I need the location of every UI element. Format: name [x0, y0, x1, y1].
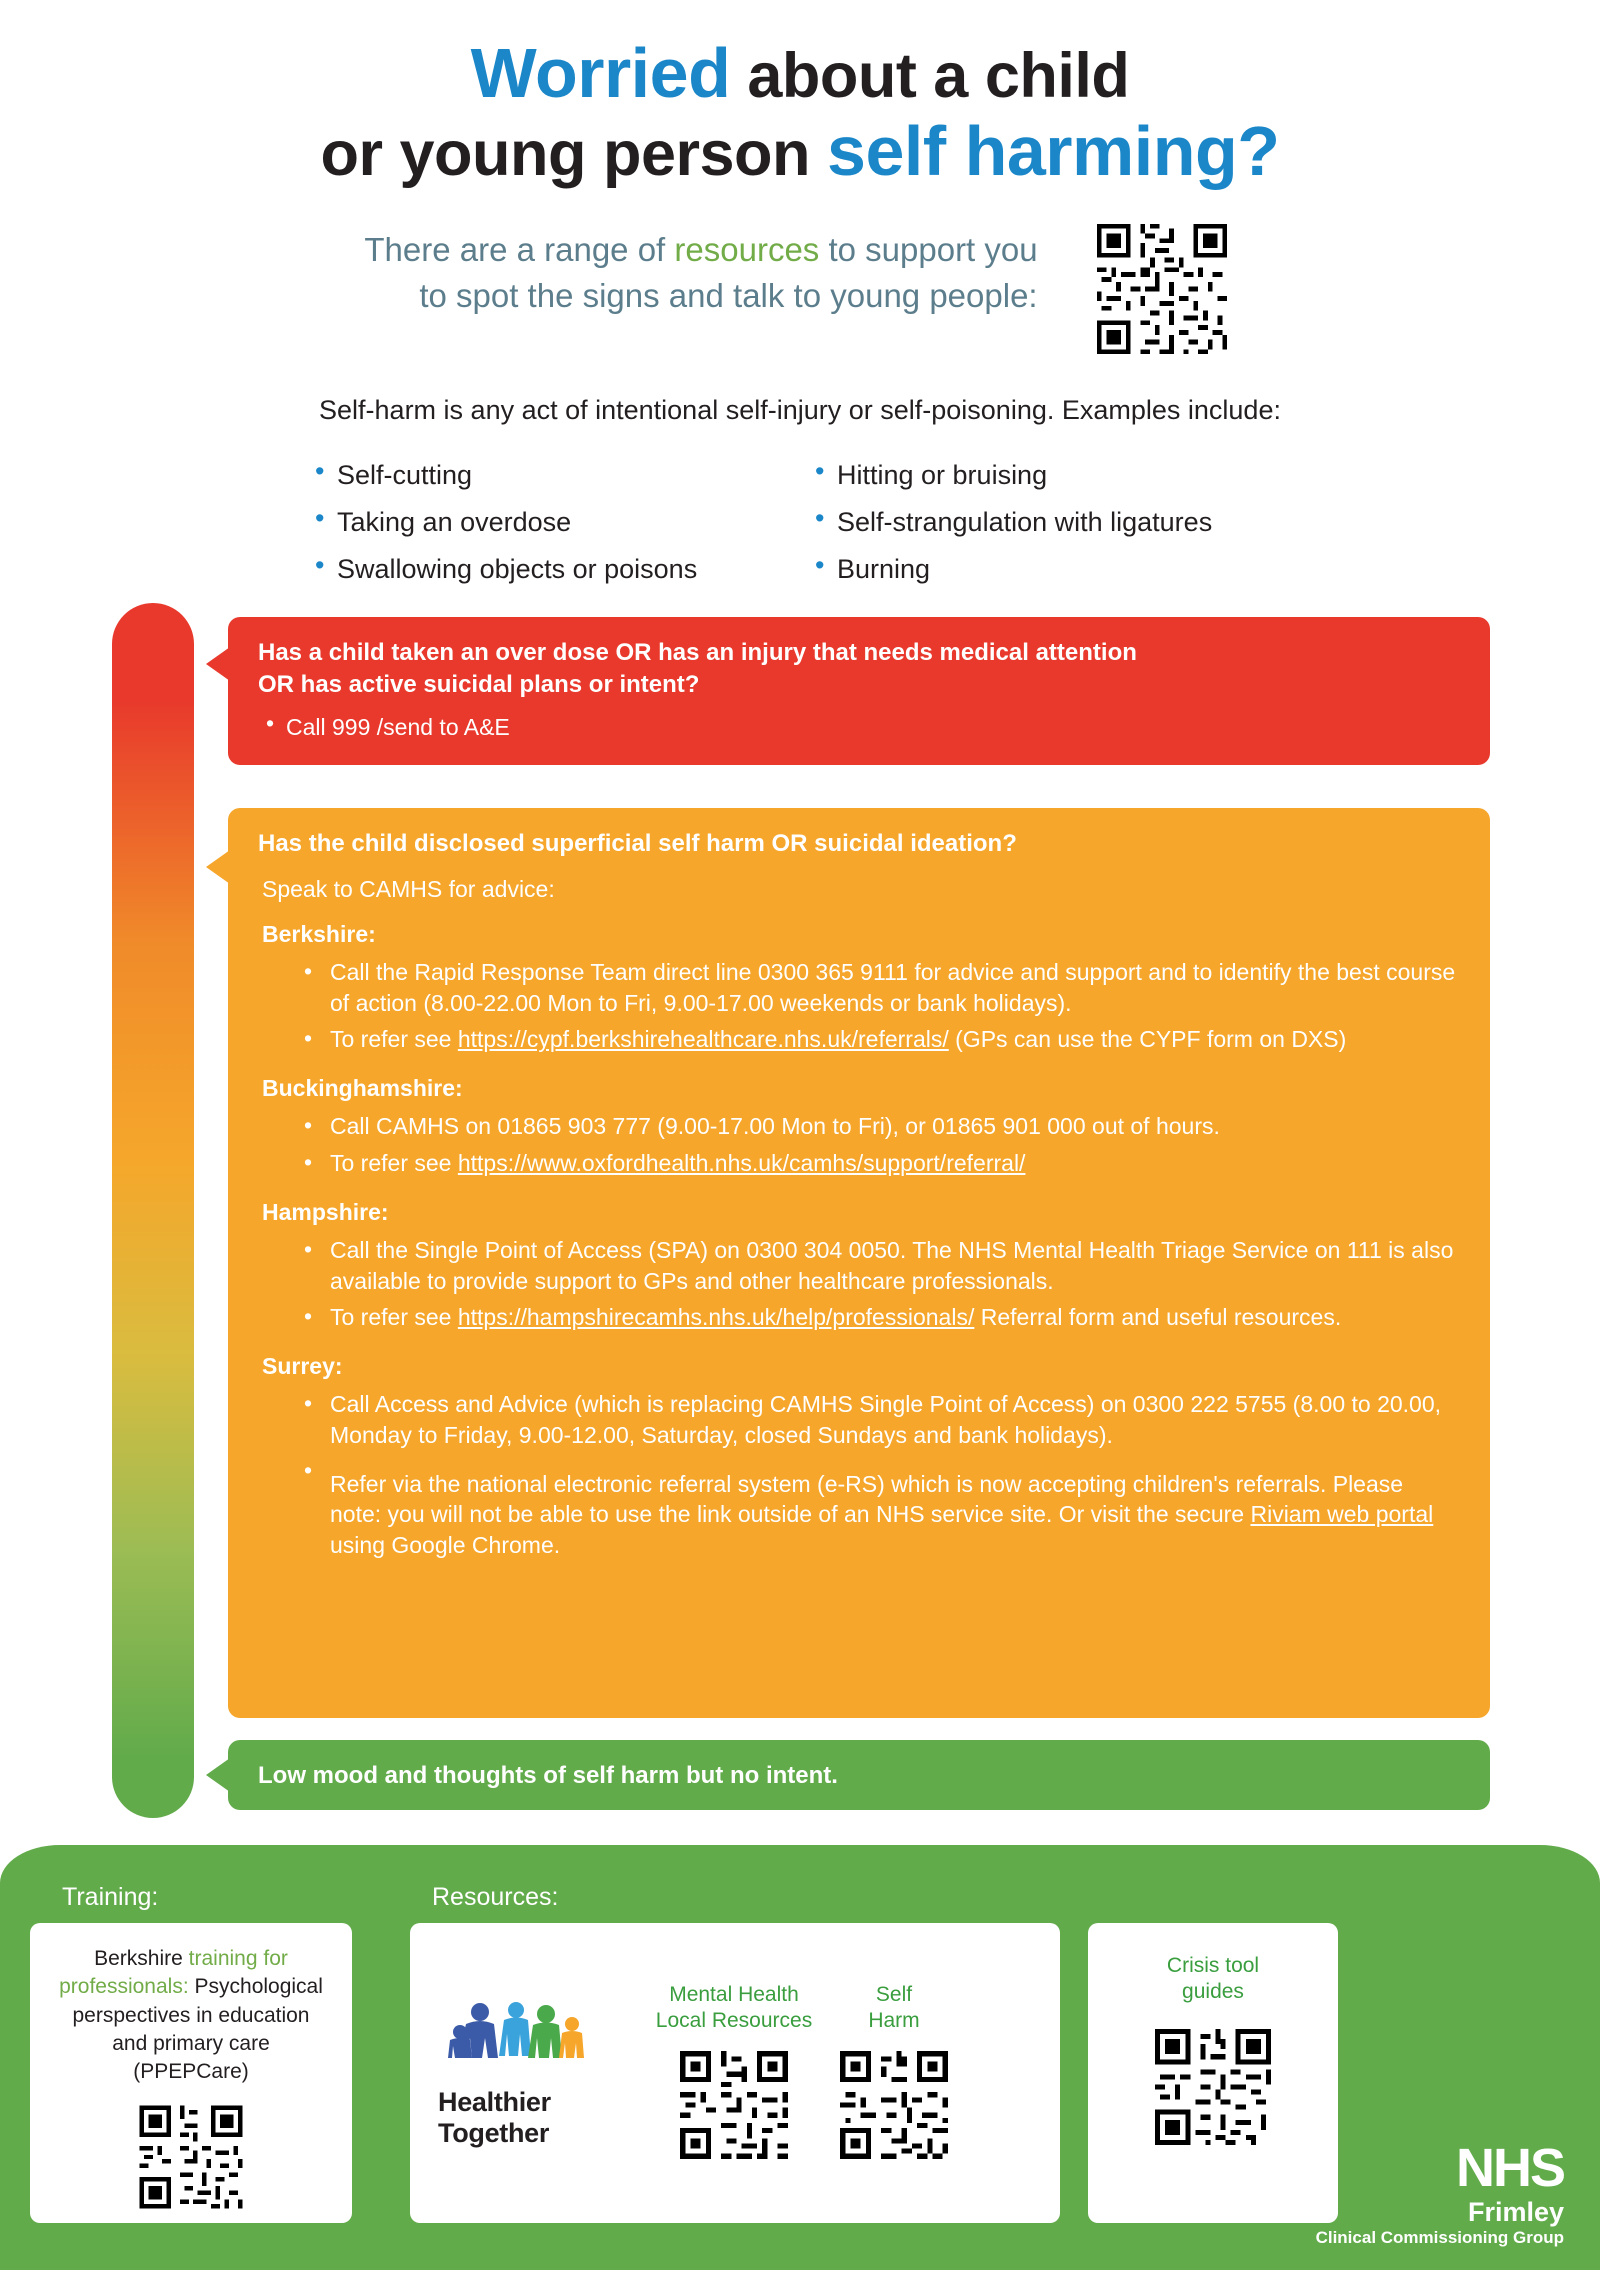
- resource-caption: [654, 1982, 814, 2035]
- region-heading-buckinghamshire: Buckinghamshire:: [262, 1075, 463, 1102]
- list-item-link[interactable]: • To refer see https://www.oxfordhealth.nhs.uk/camhs/support/referral/: [330, 1145, 1460, 1181]
- title-text-about-a-child: about a child: [730, 41, 1130, 111]
- subtitle-text: [364, 219, 1037, 319]
- panel-red-heading-line2: OR has active suicidal plans or intent?: [258, 671, 700, 699]
- healthier-together-logo: [424, 1998, 654, 2149]
- panel-amber-intro: Speak to CAMHS for advice:: [262, 876, 555, 903]
- nhs-logo: [1315, 2137, 1564, 2248]
- list-item: • Call Access and Advice (which is replacing CAMHS Single Point of Access) on 0300 222 5755 (8.00 to 20.00, Monday to Friday, 9.00-12.00, Saturday, closed Sundays and bank holidays).: [330, 1386, 1460, 1453]
- panel-green-heading: Low mood and thoughts of self harm but no intent.: [258, 1762, 838, 1789]
- resources-label: Resources:: [432, 1883, 559, 1911]
- subtitle-line2: to spot the signs and talk to young people:: [419, 276, 1038, 314]
- resource-caption: [814, 1982, 974, 2035]
- panel-arrow-icon: [206, 647, 230, 681]
- family-group-icon: [438, 1998, 648, 2076]
- crisis-tool-card[interactable]: [1088, 1923, 1338, 2223]
- list-item-link[interactable]: • To refer see https://cypf.berkshirehealthcare.nhs.uk/referrals/ (GPs can use the CYPF form on DXS): [330, 1021, 1460, 1057]
- nhs-org-sub: Clinical Commissioning Group: [1315, 2228, 1564, 2247]
- training-card[interactable]: [30, 1923, 352, 2223]
- list-item-link[interactable]: • To refer see https://hampshirecamhs.nhs.uk/help/professionals/ Referral form and useful resources.: [330, 1299, 1460, 1335]
- examples-list: [0, 452, 1600, 593]
- qr-code-icon-self-harm[interactable]: [835, 2046, 953, 2164]
- subtitle-part1: There are a range of: [364, 230, 675, 268]
- qr-code-icon-training[interactable]: [135, 2101, 247, 2213]
- training-text-part1: Berkshire: [94, 1947, 189, 1970]
- panel-arrow-icon: [206, 1758, 230, 1792]
- subtitle-part2: to support you: [819, 230, 1038, 268]
- list-item: • Self-strangulation with ligatures: [805, 499, 1295, 546]
- page-title: [0, 0, 1600, 191]
- list-item-link[interactable]: • Refer via the national electronic referral system (e-RS) which is now accepting children's referrals. Please note: you will not be able to use the link outside of an NHS service site. Or visit the secure Riviam web portal using Google Chrome.: [330, 1453, 1460, 1563]
- resource-caption-line1: Self: [875, 1982, 913, 2006]
- resource-caption-line1: Mental Health: [669, 1982, 799, 2006]
- training-text-highlight: training for professionals:: [59, 1947, 288, 1999]
- panel-emergency-red: [228, 617, 1490, 765]
- list-item: • Taking an overdose: [305, 499, 795, 546]
- resource-caption-line2: Local Resources: [655, 2009, 813, 2032]
- panel-red-heading: [228, 617, 1490, 702]
- nhs-wordmark: NHS: [1455, 2137, 1564, 2198]
- crisis-caption: [1088, 1923, 1338, 2006]
- region-heading-hampshire: Hampshire:: [262, 1199, 389, 1226]
- panel-urgent-amber: [228, 808, 1490, 1718]
- subtitle-row: [0, 219, 1600, 359]
- title-text-or-young-person: or young person: [320, 119, 828, 190]
- panel-arrow-icon: [206, 850, 230, 884]
- nhs-org-name: Frimley: [1467, 2196, 1564, 2227]
- definition-text: Self-harm is any act of intentional self-injury or self-poisoning. Examples include:: [319, 394, 1281, 425]
- list-item: • Call the Rapid Response Team direct line 0300 365 9111 for advice and support and to identify the best course of action (8.00-22.00 Mon to Fri, 9.00-17.00 weekends or bank holidays).: [330, 954, 1460, 1021]
- severity-gradient-bar: [112, 603, 194, 1818]
- resource-item-self-harm[interactable]: [814, 1982, 974, 2165]
- crisis-caption-line2: guides: [1182, 1980, 1244, 2004]
- panel-red-heading-line1: Has a child taken an over dose OR has an injury that needs medical attention: [258, 639, 1137, 666]
- qr-code-icon-top[interactable]: [1088, 219, 1236, 359]
- resource-item-mental-health[interactable]: [654, 1982, 814, 2165]
- crisis-caption-line1: Crisis tool: [1166, 1954, 1260, 1977]
- examples-column-left: [305, 452, 795, 593]
- subtitle-highlight: resources: [674, 230, 820, 268]
- resource-caption-line2: Harm: [868, 2009, 920, 2032]
- title-words-self-harming: self harming?: [827, 112, 1280, 191]
- panel-lowrisk-green: [228, 1740, 1490, 1810]
- panel-amber-heading: Has the child disclosed superficial self harm OR suicidal ideation?: [258, 830, 1017, 857]
- list-item: • Call the Single Point of Access (SPA) on 0300 304 0050. The NHS Mental Health Triage Service on 111 is also available to provide support to GPs and other healthcare professionals.: [330, 1232, 1460, 1299]
- footer-band: [0, 1845, 1600, 2270]
- list-item: • Self-cutting: [305, 452, 795, 499]
- training-label: Training:: [62, 1883, 159, 1911]
- training-text-part2: Psychological perspectives in education and primary care (PPEPCare): [72, 1975, 323, 2084]
- region-heading-surrey: Surrey:: [262, 1353, 343, 1380]
- list-item: • Burning: [805, 546, 1295, 593]
- title-word-worried: Worried: [470, 34, 731, 112]
- healthier-together-wordmark: Healthier Together: [438, 2086, 551, 2148]
- resources-card[interactable]: [410, 1923, 1060, 2223]
- qr-code-icon-mental-health[interactable]: [675, 2046, 793, 2164]
- qr-code-icon-crisis[interactable]: [1150, 2024, 1276, 2150]
- region-heading-berkshire: Berkshire:: [262, 921, 376, 948]
- list-item: • Swallowing objects or poisons: [305, 546, 795, 593]
- panel-red-bullet: • Call 999 /send to A&E: [228, 702, 1490, 741]
- list-item: • Call CAMHS on 01865 903 777 (9.00-17.00 Mon to Fri), or 01865 901 000 out of hours.: [330, 1108, 1460, 1144]
- list-item: • Hitting or bruising: [805, 452, 1295, 499]
- training-card-text: [30, 1923, 352, 2087]
- examples-column-right: [805, 452, 1295, 593]
